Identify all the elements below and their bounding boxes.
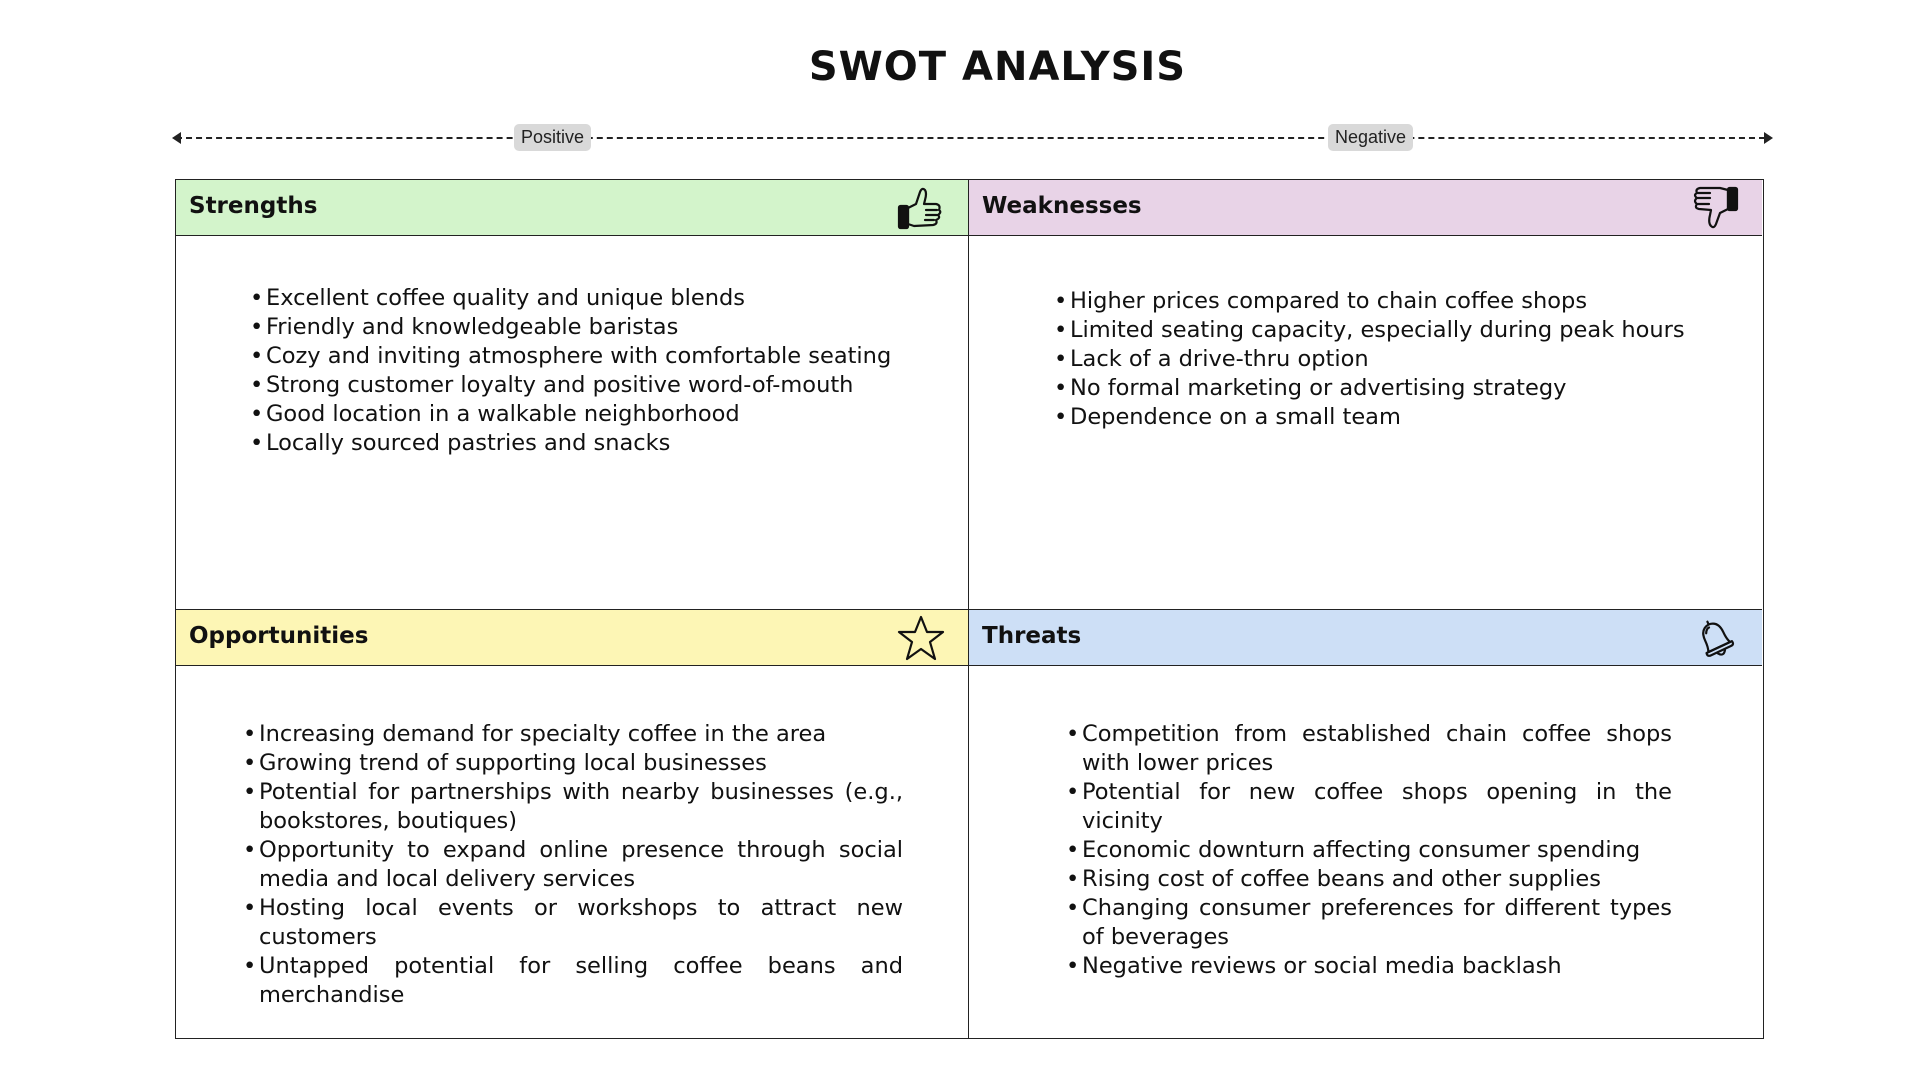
weaknesses-header xyxy=(969,180,1762,236)
opportunities-quadrant xyxy=(176,610,969,1038)
thumbs-up-icon xyxy=(896,184,946,232)
axis-arrow-right-icon xyxy=(1764,132,1773,144)
list-item: • Good location in a walkable neighborhood xyxy=(250,400,930,429)
list-item: • Economic downturn affecting consumer spending xyxy=(1066,836,1672,865)
list-item: • Cozy and inviting atmosphere with comfortable seating xyxy=(250,342,930,371)
strengths-quadrant xyxy=(176,180,969,610)
list-item: • Untapped potential for selling coffee beans and merchandise xyxy=(243,952,903,1010)
thumbs-down-icon xyxy=(1690,184,1740,232)
axis-line xyxy=(176,137,1765,141)
list-item: • Higher prices compared to chain coffee shops xyxy=(1054,287,1734,316)
list-item: • No formal marketing or advertising strategy xyxy=(1054,374,1734,403)
swot-grid xyxy=(175,179,1764,1039)
list-item: • Opportunity to expand online presence through social media and local delivery services xyxy=(243,836,903,894)
weaknesses-quadrant xyxy=(969,180,1762,610)
negative-label: Negative xyxy=(1328,124,1413,151)
threats-list xyxy=(1066,720,1672,981)
list-item: • Negative reviews or social media backlash xyxy=(1066,952,1672,981)
list-item: • Excellent coffee quality and unique blends xyxy=(250,284,930,313)
list-item: • Competition from established chain coffee shops with lower prices xyxy=(1066,720,1672,778)
threats-quadrant xyxy=(969,610,1762,1038)
strengths-header xyxy=(176,180,968,236)
opportunities-list xyxy=(243,720,903,1010)
list-item: • Strong customer loyalty and positive word-of-mouth xyxy=(250,371,930,400)
list-item: • Friendly and knowledgeable baristas xyxy=(250,313,930,342)
bell-icon xyxy=(1690,614,1740,662)
list-item: • Increasing demand for specialty coffee in the area xyxy=(243,720,903,749)
list-item: • Growing trend of supporting local businesses xyxy=(243,749,903,778)
star-icon xyxy=(896,614,946,662)
list-item: • Hosting local events or workshops to attract new customers xyxy=(243,894,903,952)
axis-arrow-left-icon xyxy=(172,132,181,144)
list-item: • Changing consumer preferences for different types of beverages xyxy=(1066,894,1672,952)
weaknesses-list xyxy=(1054,287,1734,432)
list-item: • Locally sourced pastries and snacks xyxy=(250,429,930,458)
list-item: • Dependence on a small team xyxy=(1054,403,1734,432)
list-item: • Limited seating capacity, especially during peak hours xyxy=(1054,316,1734,345)
list-item: • Potential for partnerships with nearby businesses (e.g., bookstores, boutiques) xyxy=(243,778,903,836)
list-item: • Lack of a drive-thru option xyxy=(1054,345,1734,374)
opportunities-header xyxy=(176,610,968,666)
threats-header xyxy=(969,610,1762,666)
threats-title: Threats xyxy=(982,623,1082,649)
strengths-title: Strengths xyxy=(189,193,318,219)
weaknesses-title: Weaknesses xyxy=(982,193,1142,219)
list-item: • Rising cost of coffee beans and other supplies xyxy=(1066,865,1672,894)
opportunities-title: Opportunities xyxy=(189,623,369,649)
positive-label: Positive xyxy=(514,124,591,151)
page-title: SWOT ANALYSIS xyxy=(808,44,1187,90)
strengths-list xyxy=(250,284,930,458)
list-item: • Potential for new coffee shops opening in the vicinity xyxy=(1066,778,1672,836)
